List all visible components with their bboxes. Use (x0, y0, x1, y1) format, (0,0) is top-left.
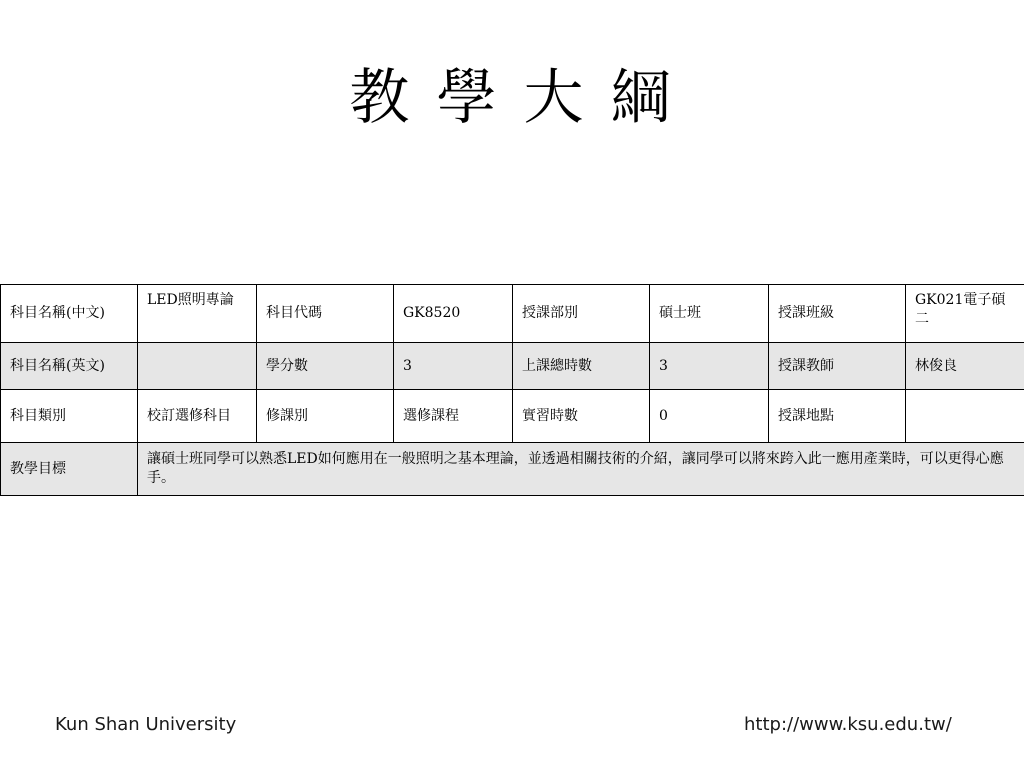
total-hours-label: 上課總時數 (513, 343, 650, 390)
table-row (1, 285, 1024, 343)
course-name-zh-value: LED照明專論 (138, 285, 257, 343)
location-label: 授課地點 (769, 390, 906, 443)
course-type-value: 選修課程 (394, 390, 513, 443)
course-code-label: 科目代碼 (257, 285, 394, 343)
credits-value: 3 (394, 343, 513, 390)
table-row (1, 390, 1024, 443)
instructor-value: 林俊良 (906, 343, 1024, 390)
credits-label: 學分數 (257, 343, 394, 390)
course-name-zh-label: 科目名稱(中文) (1, 285, 138, 343)
objective-value: 讓碩士班同學可以熟悉LED如何應用在一般照明之基本理論，並透過相關技術的介紹，讓同學可以將來跨入此一應用產業時，可以更得心應手。 (138, 443, 1024, 496)
course-name-en-label: 科目名稱(英文) (1, 343, 138, 390)
instructor-label: 授課教師 (769, 343, 906, 390)
class-value: GK021電子碩二 (906, 285, 1024, 343)
table-row (1, 343, 1024, 390)
objective-label: 教學目標 (1, 443, 138, 496)
footer-university-name: Kun Shan University (55, 714, 237, 735)
course-name-en-value (138, 343, 257, 390)
division-value: 碩士班 (650, 285, 769, 343)
practice-hours-label: 實習時數 (513, 390, 650, 443)
total-hours-value: 3 (650, 343, 769, 390)
practice-hours-value: 0 (650, 390, 769, 443)
class-label: 授課班級 (769, 285, 906, 343)
division-label: 授課部別 (513, 285, 650, 343)
course-type-label: 修課別 (257, 390, 394, 443)
slide-title: 教 學 大 綱 (349, 63, 675, 133)
category-label: 科目類別 (1, 390, 138, 443)
category-value: 校訂選修科目 (138, 390, 257, 443)
course-code-value: GK8520 (394, 285, 513, 343)
syllabus-table (0, 284, 1024, 496)
location-value (906, 390, 1024, 443)
footer-website-url: http://www.ksu.edu.tw/ (744, 714, 952, 735)
table-row (1, 443, 1024, 496)
